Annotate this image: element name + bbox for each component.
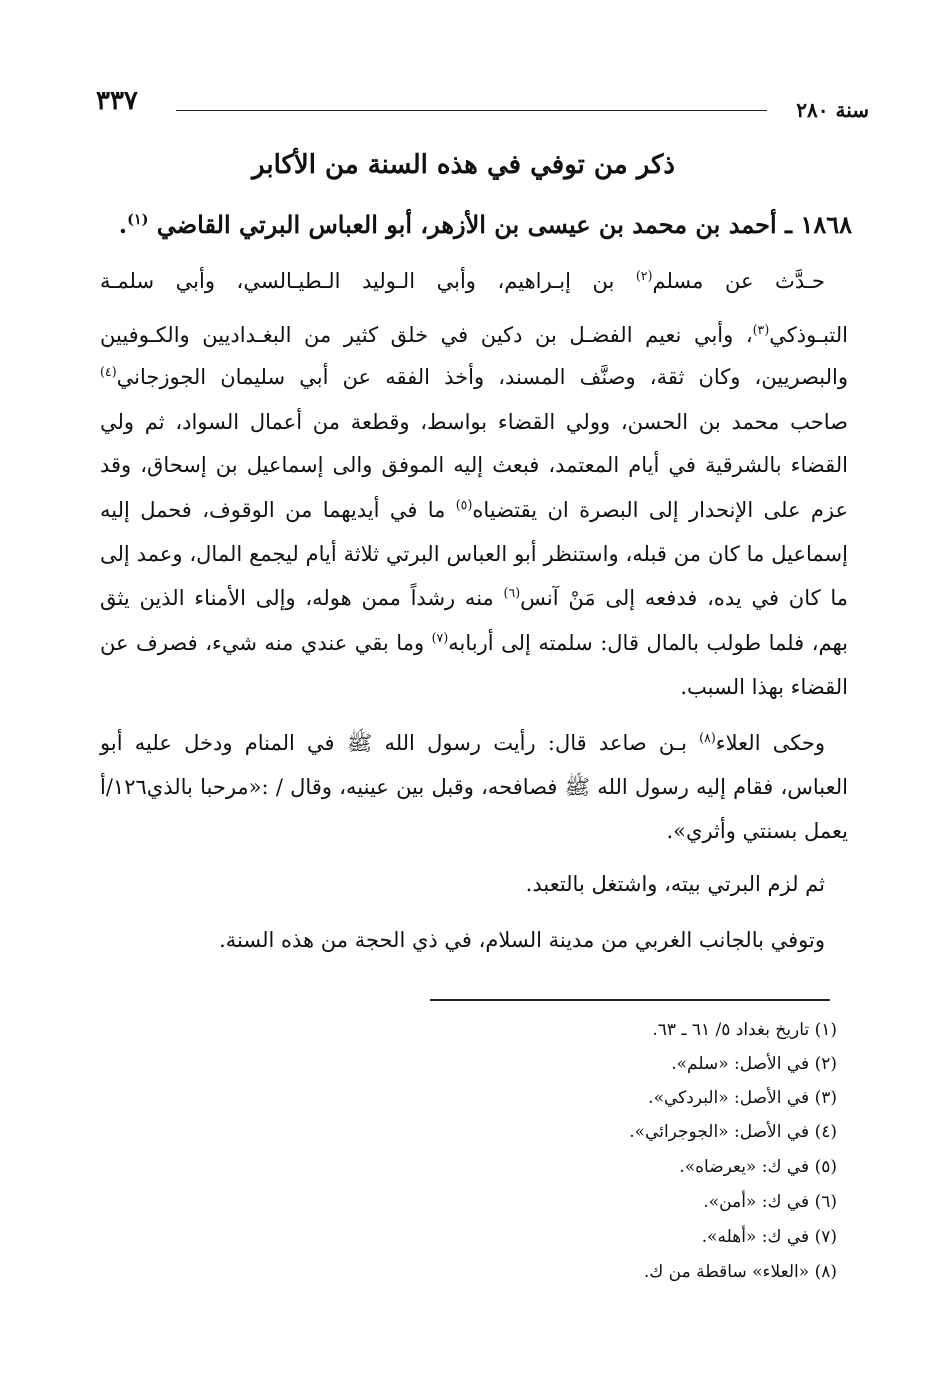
footnote: (٣) في الأصل: «البردكي».	[648, 1088, 837, 1108]
footnote-ref: (٦)	[503, 585, 521, 600]
footnote-ref: (٨)	[699, 730, 716, 745]
footnote-ref: (٥)	[455, 497, 473, 512]
body-line: بهم، فلما طولب بالمال قال: سلمته إلى أربابه$^{(٧)}$ وما بقي عندي منه شيء، فصرف عن	[100, 630, 848, 655]
header-rule	[176, 110, 767, 111]
footnote: (٤) في الأصل: «الجوجرائي».	[629, 1122, 837, 1142]
running-head: سنة ٢٨٠	[796, 98, 869, 122]
footnote: (٥) في ك: «يعرضاه».	[679, 1157, 837, 1177]
body-line: العباس، فقام إليه رسول الله ﷺ فصافحه، وقبل بين عينيه، وقال / :«مرحبا بالذي١٢٦/أ	[100, 775, 848, 799]
body-line: ما كان في يده، فدفعه إلى مَنْ آنس$^{(٦)}$ منه رشداً ممن هوله، وإلى الأمناء الذين يثق	[100, 585, 849, 610]
footnote-ref: (١)	[127, 211, 149, 228]
entry-heading-text: ١٨٦٨ ـ أحمد بن محمد بن عيسى بن الأزهر، أبو العباس البرتي القاضي	[156, 210, 852, 239]
footnote: (٦) في ك: «أمن».	[703, 1192, 837, 1212]
entry-heading	[119, 210, 852, 239]
body-line: القضاء بهذا السبب.	[680, 675, 848, 699]
body-line: القضاء بالشرقية في أيام المعتمد، فبعث إليه الموفق والى إسماعيل بن إسحاق، وقد	[100, 453, 848, 477]
footnote-ref: (٣)	[752, 322, 770, 337]
body-line: يعمل بسنتي وأثري».	[666, 819, 848, 843]
footnote: (٨) «العلاء» ساقطة من ك.	[643, 1262, 837, 1282]
footnote-ref: (٤)	[100, 364, 117, 379]
body-line: حـدَّث عن مسلم$^{(٢)}$ بن إبـراهيم، وأبي الـوليد الـطيـالسي، وأبي سلمـة	[100, 268, 825, 293]
section-title: ذكر من توفي في هذه السنة من الأكابر	[251, 150, 675, 180]
footnote: (٢) في الأصل: «سلم».	[671, 1054, 837, 1074]
footnote: (٧) في ك: «أهله».	[701, 1227, 837, 1247]
page-number: ٣٣٧	[96, 86, 138, 116]
body-line: التبـوذكي$^{(٣)}$، وأبي نعيم الفضـل بن دكين في خلق كثير من البغـداديين والكـوفيين	[100, 322, 848, 347]
folio-marker: ١٢٦/أ	[100, 775, 147, 799]
footnote-ref: (٧)	[431, 630, 449, 645]
body-line: وتوفي بالجانب الغربي من مدينة السلام، في ذي الحجة من هذه السنة.	[219, 928, 825, 952]
body-line: وحكى العلاء$^{(٨)}$ بـن صاعد قال: رأيت رسول الله ﷺ في المنام ودخل عليه أبو	[100, 730, 825, 755]
body-line: إسماعيل ما كان من قبله، واستنظر أبو العباس البرتي ثلاثة أيام ليجمع المال، وعمد إلى	[100, 542, 848, 566]
footnote: (١) تاريخ بغداد ٥/ ٦١ ـ ٦٣.	[652, 1020, 837, 1040]
body-line: والبصريين، وكان ثقة، وصنَّف المسند، وأخذ الفقه عن أبي سليمان الجوزجاني$^{(٤)}$	[100, 364, 848, 389]
body-line: ثم لزم البرتي بيته، واشتغل بالتعبد.	[525, 872, 825, 896]
body-line: عزم على الإنحدار إلى البصرة ان يقتضياه$^{(٥)}$ ما في أيديهما من الوقوف، فحمل إليه	[100, 497, 848, 522]
footnote-ref: (٢)	[635, 268, 653, 283]
body-line: صاحب محمد بن الحسن، وولي القضاء بواسط، وقطعة من أعمال السواد، ثم ولي	[100, 410, 848, 434]
period: .	[118, 210, 128, 239]
footnote-rule	[430, 999, 830, 1001]
